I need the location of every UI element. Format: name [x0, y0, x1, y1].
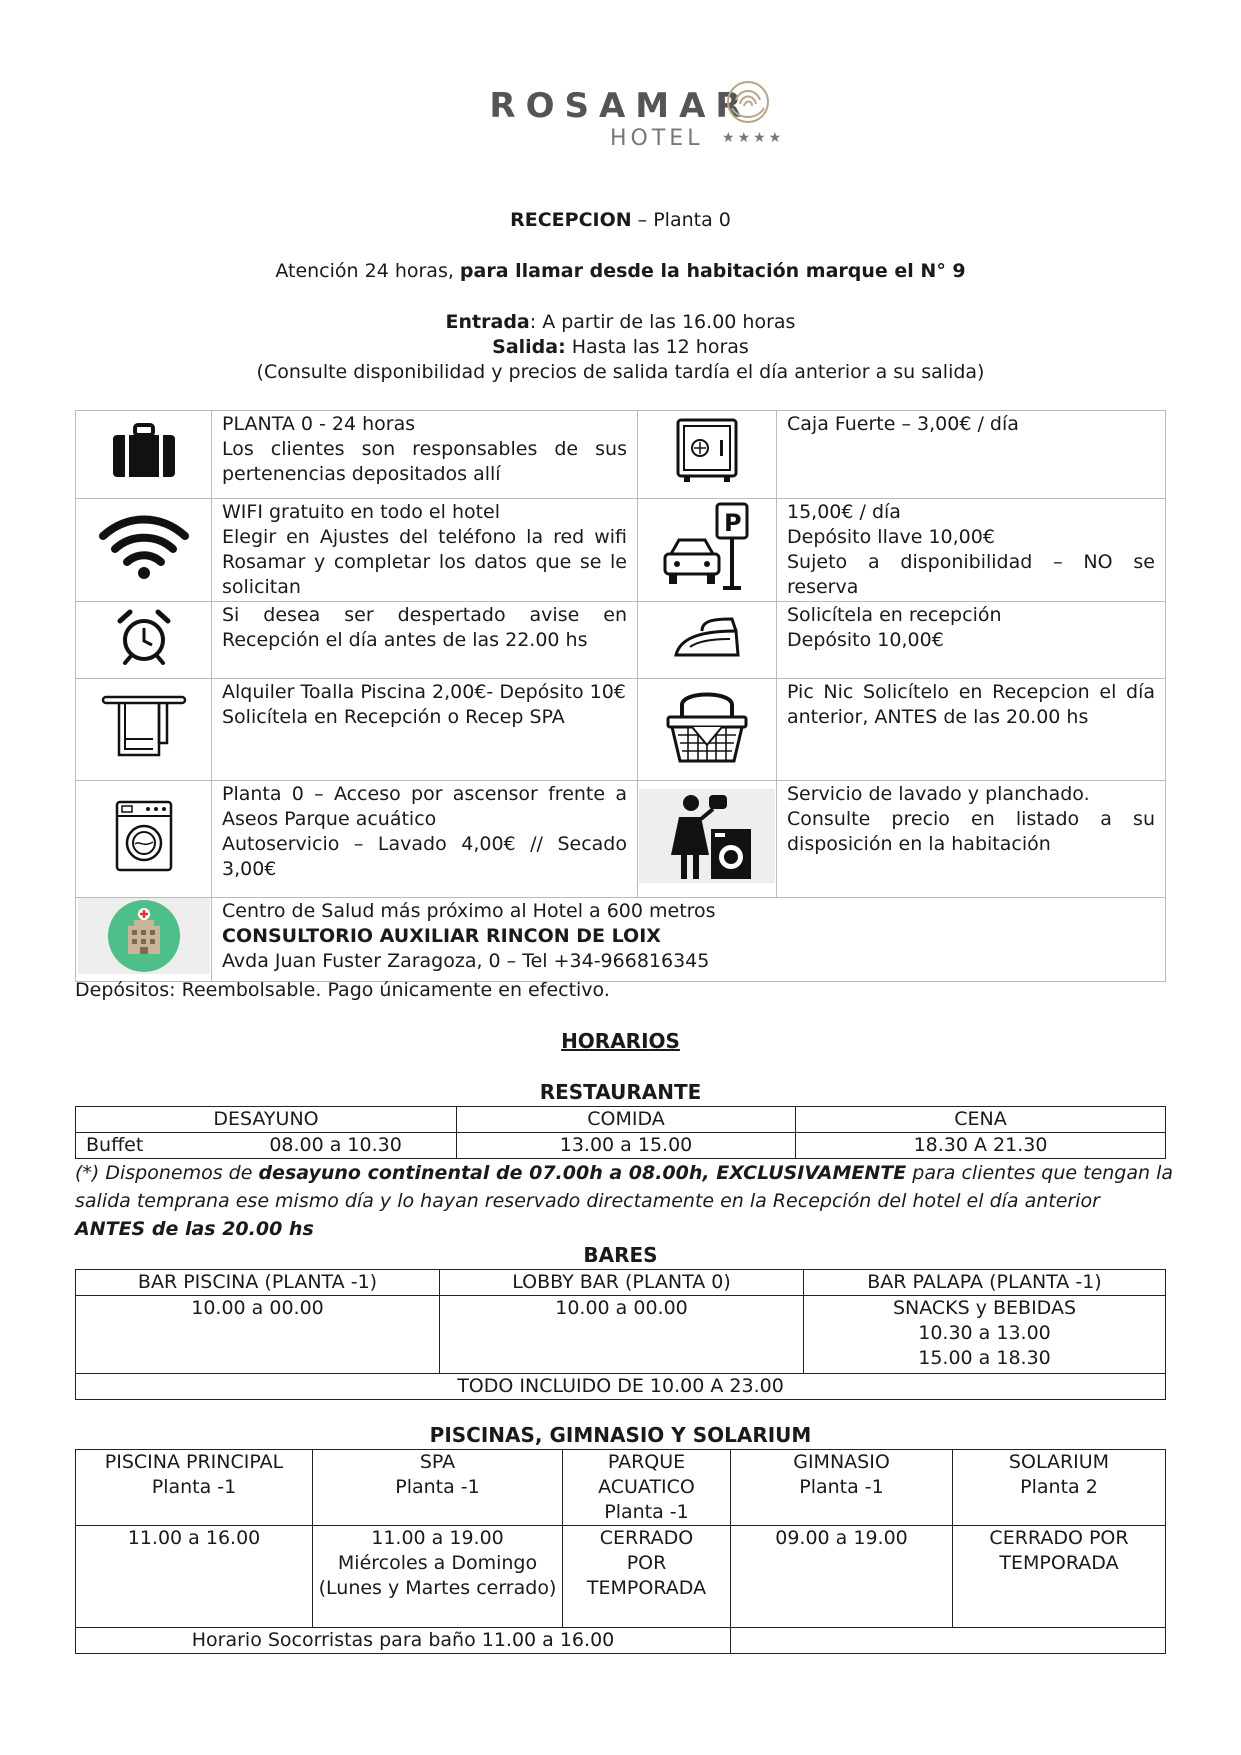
reception-title: RECEPCION [510, 209, 632, 231]
alarm-clock-icon [116, 609, 172, 665]
restaurant-header: COMIDA [457, 1107, 796, 1133]
table-row [76, 1526, 1166, 1628]
table-row [76, 679, 1166, 781]
suitcase-icon [111, 423, 177, 479]
health-info [212, 898, 1166, 982]
table-row [76, 1270, 1166, 1296]
lunch-time: 13.00 a 15.00 [457, 1133, 796, 1159]
wifi-line: WIFI gratuito en todo el hotel [222, 501, 501, 523]
wifi-icon-cell [76, 499, 212, 602]
health-icon-cell [76, 898, 212, 982]
safe-icon [676, 418, 738, 484]
table-row [76, 1374, 1166, 1400]
buffet-label: Buffet [86, 1134, 144, 1156]
bar-pool-hours: 10.00 a 00.00 [76, 1296, 440, 1374]
iron-info [777, 602, 1166, 679]
iron-icon-cell [638, 602, 777, 679]
picnic-info [777, 679, 1166, 781]
laundry-service-icon-cell [638, 781, 777, 898]
laundry-info [212, 781, 638, 898]
pool-header [76, 1450, 313, 1526]
palapa-line: 15.00 a 18.30 [918, 1347, 1051, 1369]
table-row [76, 411, 1166, 499]
parking-icon-cell [638, 499, 777, 602]
pool-hours [953, 1526, 1166, 1628]
checkin-label: Entrada [445, 311, 530, 333]
svg-text:P: P [724, 508, 742, 537]
restaurant-breakfast-cell [76, 1133, 457, 1159]
pools-title: PISCINAS, GIMNASIO Y SOLARIUM [429, 1423, 812, 1447]
checkin-text: : A partir de las 16.00 horas [529, 311, 796, 333]
towel-line: Alquiler Toalla Piscina 2,00€- Depósito 10€ [222, 681, 626, 703]
washing-machine-icon [115, 800, 173, 872]
horarios-title: HORARIOS [561, 1029, 680, 1053]
pool-hours [76, 1526, 313, 1628]
table-row [76, 1107, 1166, 1133]
restaurant-header: CENA [796, 1107, 1166, 1133]
health-address: Avda Juan Fuster Zaragoza, 0 – Tel +34-966816345 [222, 950, 710, 972]
logo-hotel-text: HOTEL [610, 126, 704, 151]
pool-hours-line: CERRADO POR [989, 1527, 1129, 1549]
iron-line: Solicítela en recepción [787, 604, 1002, 626]
laundry-service-line: Servicio de lavado y planchado. [787, 783, 1090, 805]
parking-car-icon [661, 502, 753, 592]
picnic-basket-icon [666, 687, 748, 765]
pool-hours [313, 1526, 563, 1628]
attention-call-text: para llamar desde la habitación marque el N° 9 [459, 260, 966, 282]
luggage-line: PLANTA 0 - 24 horas [222, 413, 416, 435]
pool-header-line: GIMNASIO [793, 1451, 890, 1473]
pool-hours-line: TEMPORADA [586, 1577, 707, 1599]
breakfast-time: 08.00 a 10.30 [269, 1134, 402, 1156]
services-table [75, 410, 1166, 982]
restaurant-table [75, 1106, 1166, 1159]
note-bold: desayuno continental de 07.00h a 08.00h, EXCLUSIVAMENTE [258, 1162, 907, 1184]
late-checkout-note: (Consulte disponibilidad y precios de salida tardía el día anterior a su salida) [256, 361, 985, 383]
checkin-line [0, 310, 1241, 335]
pool-header-line: SOLARIUM [1008, 1451, 1110, 1473]
rose-logo-icon [722, 78, 774, 128]
luggage-icon-cell [76, 411, 212, 499]
laundry-service-info [777, 781, 1166, 898]
safe-icon-cell [638, 411, 777, 499]
bars-title: BARES [583, 1243, 658, 1267]
wifi-line: Elegir en Ajustes del teléfono la red wifi Rosamar y completar los datos que se le solicitan [222, 526, 627, 598]
pool-header-line: PISCINA PRINCIPAL [104, 1451, 284, 1473]
pool-header-line: PARQUE [607, 1451, 686, 1473]
table-row [76, 1133, 1166, 1159]
pool-header [953, 1450, 1166, 1526]
checkout-text: Hasta las 12 horas [565, 336, 749, 358]
parking-line: 15,00€ / día [787, 501, 901, 523]
pool-header-line: Planta 2 [1020, 1476, 1098, 1498]
table-row [76, 781, 1166, 898]
note-bold: ANTES de las 20.00 hs [75, 1218, 314, 1240]
health-center-icon [78, 898, 210, 974]
pool-hours-line: TEMPORADA [999, 1552, 1119, 1574]
wifi-icon [99, 514, 189, 580]
reception-title-line [0, 208, 1241, 233]
lobby-bar-hours: 10.00 a 00.00 [440, 1296, 804, 1374]
safe-line: Caja Fuerte – 3,00€ / día [787, 413, 1019, 435]
pool-header [731, 1450, 953, 1526]
parking-info [777, 499, 1166, 602]
lifeguard-hours: Horario Socorristas para baño 11.00 a 16.00 [76, 1628, 731, 1654]
wifi-info [212, 499, 638, 602]
pool-hours-line: 11.00 a 16.00 [127, 1527, 261, 1549]
picnic-icon-cell [638, 679, 777, 781]
palapa-bar-hours [804, 1296, 1166, 1374]
health-name: CONSULTORIO AUXILIAR RINCON DE LOIX [222, 925, 661, 947]
reception-floor: – Planta 0 [631, 209, 731, 231]
pool-header-line: SPA [419, 1451, 456, 1473]
pool-header-line: Planta -1 [604, 1501, 689, 1523]
parking-line: Depósito llave 10,00€ [787, 526, 995, 548]
towel-info [212, 679, 638, 781]
checkout-line [0, 335, 1241, 360]
towel-icon [101, 693, 187, 759]
bar-header: BAR PISCINA (PLANTA -1) [76, 1270, 440, 1296]
laundry-line: Autoservicio – Lavado 4,00€ // Secado 3,00€ [222, 833, 627, 880]
towel-line: Solicítela en Recepción o Recep SPA [222, 706, 565, 728]
luggage-info [212, 411, 638, 499]
table-row [76, 499, 1166, 602]
wakeup-info [212, 602, 638, 679]
pool-header [563, 1450, 731, 1526]
empty-cell [731, 1628, 1166, 1654]
table-row [76, 1450, 1166, 1526]
palapa-line: 10.30 a 13.00 [918, 1322, 1051, 1344]
iron-line: Depósito 10,00€ [787, 629, 944, 651]
continental-breakfast-note [75, 1159, 1175, 1243]
note-text: (*) Disponemos de [75, 1162, 259, 1184]
wakeup-icon-cell [76, 602, 212, 679]
restaurant-header: DESAYUNO [76, 1107, 457, 1133]
iron-icon [672, 615, 742, 659]
pool-hours-line: CERRADO [599, 1527, 694, 1549]
restaurant-title: RESTAURANTE [539, 1080, 702, 1104]
parking-line: Sujeto a disponibilidad – NO se reserva [787, 551, 1155, 598]
laundry-icon-cell [76, 781, 212, 898]
logo-stars: ★★★★ [722, 130, 785, 146]
logo-wordmark: ROSAMAR [489, 86, 752, 126]
pool-hours-line: POR [626, 1552, 667, 1574]
pool-header [313, 1450, 563, 1526]
attention-text: Atención 24 horas, [275, 260, 460, 282]
pool-header-line: ACUATICO [598, 1476, 695, 1498]
safe-info [777, 411, 1166, 499]
table-row [76, 602, 1166, 679]
luggage-line: Los clientes son responsables de sus pertenencias depositados allí [222, 438, 627, 485]
dinner-time: 18.30 A 21.30 [796, 1133, 1166, 1159]
table-row [76, 1296, 1166, 1374]
pool-header-line: Planta -1 [395, 1476, 480, 1498]
pool-hours-line: (Lunes y Martes cerrado) [318, 1577, 557, 1599]
table-row [76, 898, 1166, 982]
bars-table [75, 1269, 1166, 1400]
palapa-line: SNACKS y BEBIDAS [892, 1297, 1077, 1319]
pools-table [75, 1449, 1166, 1654]
pool-hours [731, 1526, 953, 1628]
pool-header-line: Planta -1 [151, 1476, 237, 1498]
deposits-note: Depósitos: Reembolsable. Pago únicamente en efectivo. [75, 979, 610, 1001]
note-text: para clientes que tengan la salida temprana ese mismo día y lo hayan reservado directamente en la Recepción del hotel el día anterior [75, 1162, 1174, 1212]
laundry-line: Planta 0 – Acceso por ascensor frente a Aseos Parque acuático [222, 783, 627, 830]
bar-header: BAR PALAPA (PLANTA -1) [804, 1270, 1166, 1296]
table-row [76, 1628, 1166, 1654]
pool-hours [563, 1526, 731, 1628]
laundry-service-icon [639, 789, 775, 883]
pool-hours-line: Miércoles a Domingo [337, 1552, 538, 1574]
reception-attention-line [0, 259, 1241, 284]
bar-header: LOBBY BAR (PLANTA 0) [440, 1270, 804, 1296]
pool-hours-line: 09.00 a 19.00 [775, 1527, 908, 1549]
pool-hours-line: 11.00 a 19.00 [371, 1527, 504, 1549]
picnic-line: Pic Nic Solicítelo en Recepcion el día anterior, ANTES de las 20.00 hs [787, 681, 1155, 728]
health-line: Centro de Salud más próximo al Hotel a 600 metros [222, 900, 716, 922]
wakeup-line: Si desea ser despertado avise en Recepción el día antes de las 22.00 hs [222, 604, 627, 651]
checkout-label: Salida: [492, 336, 566, 358]
towel-icon-cell [76, 679, 212, 781]
laundry-service-line: Consulte precio en listado a su disposición en la habitación [787, 808, 1155, 855]
all-inclusive-hours: TODO INCLUIDO DE 10.00 A 23.00 [76, 1374, 1166, 1400]
pool-header-line: Planta -1 [799, 1476, 884, 1498]
